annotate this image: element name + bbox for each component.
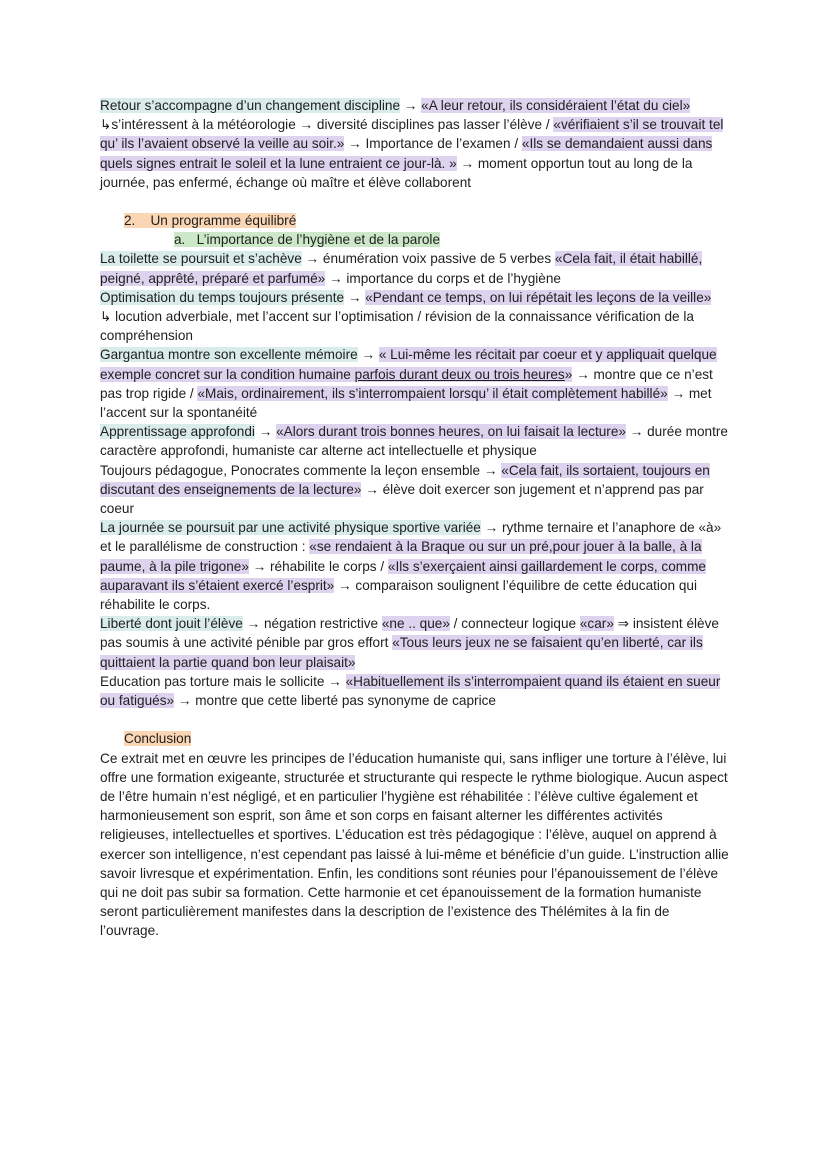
- section-heading: [124, 211, 732, 230]
- subsection-heading-text: a. L’importance de l’hygiène et de la parole: [174, 232, 441, 248]
- body-paragraph-liberte: [100, 614, 732, 672]
- quote-highlight: «vérifiaient s’il se trouvait tel qu’ ils l’avaient observé la veille au soir.»: [100, 117, 724, 152]
- conclusion-heading-text: Conclusion: [124, 731, 192, 747]
- quote-highlight: «Tous leurs jeux ne se faisaient qu’en liberté, car ils quittaient la partie quand bon leur plaisait»: [100, 635, 703, 670]
- intro-paragraph: [100, 96, 732, 192]
- body-paragraph-education: [100, 672, 732, 710]
- analysis-text: → comparaison soulignent l’équilibre de cette éducation qui réhabilite le corps.: [100, 577, 697, 613]
- analysis-text: → importance du corps et de l’hygiène: [325, 270, 561, 286]
- analysis-text: → met l’accent sur la spontanéité: [100, 385, 712, 421]
- quote-highlight: «Ils s’exerçaient ainsi gaillardement le corps, comme auparavant ils s’étaient exercé l’esprit»: [100, 558, 706, 593]
- analysis-text: → élève doit exercer son jugement et n’apprend pas par coeur: [100, 481, 704, 517]
- quote-highlight: «se rendaient à la Braque ou sur un pré,pour jouer à la balle, à la paume, à la pile trigone»: [100, 539, 702, 574]
- quote-highlight: «Ils se demandaient aussi dans quels signes entrait le soleil et la lune entraient ce jour-là. »: [100, 136, 713, 171]
- theme-highlight: Liberté dont jouit l’élève: [100, 616, 243, 632]
- body-paragraph-memoire: [100, 345, 732, 422]
- body-paragraph-optimisation: [100, 288, 732, 346]
- analysis-text: → durée montre caractère approfondi, humaniste car alterne act intellectuelle et physique: [100, 424, 728, 459]
- spacer: [100, 192, 732, 211]
- analysis-text: → Importance de l’examen /: [344, 136, 522, 152]
- analysis-text: → moment opportun tout au long de la journée, pas enfermé, échange où maître et élève collaborent: [100, 155, 693, 190]
- section-heading-text: 2. Un programme équilibré: [124, 213, 297, 229]
- quote-highlight: «Pendant ce temps, on lui répétait les leçons de la veille»: [365, 289, 712, 305]
- analysis-text: ⇒ insistent élève pas soumis à une activité pénible par gros effort: [100, 616, 719, 651]
- quote-highlight: «car»: [579, 616, 614, 632]
- body-paragraph-pedagogue: [100, 461, 732, 519]
- analysis-text: Education pas torture mais le sollicite →: [100, 673, 346, 689]
- analysis-text: / connecteur logique: [449, 616, 580, 632]
- analysis-text: → rythme ternaire et l’anaphore de «à» et le parallélisme de construction :: [100, 520, 722, 555]
- quote-highlight: «A leur retour, ils considéraient l’état du ciel»: [421, 98, 691, 113]
- theme-highlight: La toilette se poursuit et s’achève: [100, 251, 302, 267]
- analysis-text: → énumération voix passive de 5 verbes: [301, 251, 555, 267]
- theme-highlight: Gargantua montre son excellente mémoire: [100, 347, 358, 363]
- quote-highlight: «Alors durant trois bonnes heures, on lui faisait la lecture»: [276, 424, 626, 440]
- analysis-text: →: [357, 347, 379, 363]
- underlined-text: parfois durant deux ou trois heures: [354, 366, 565, 382]
- subsection-heading: [174, 230, 732, 249]
- quote-highlight: «Habituellement ils s’interrompaient quand ils étaient en sueur ou fatigués»: [100, 673, 721, 709]
- analysis-text: → montre que ce n’est pas trop rigide /: [100, 366, 713, 401]
- body-paragraph-apprentissage: [100, 422, 732, 460]
- arrow-text: →: [400, 98, 422, 113]
- theme-highlight: Apprentissage approfondi: [100, 424, 255, 440]
- quote-highlight: «Mais, ordinairement, ils s’interrompaient lorsqu’ il était complètement habillé»: [197, 385, 668, 401]
- body-paragraph-toilette: [100, 249, 732, 287]
- spacer: [100, 710, 732, 729]
- analysis-text: Toujours pédagogue, Ponocrates commente la leçon ensemble →: [100, 462, 502, 478]
- quote-highlight: «Cela fait, il était habillé, peigné, apprêté, préparé et parfumé»: [100, 251, 703, 286]
- theme-highlight: Retour s’accompagne d’un changement discipline: [100, 98, 400, 113]
- analysis-text: → négation restrictive: [242, 616, 382, 632]
- theme-highlight: La journée se poursuit par une activité physique sportive variée: [100, 520, 481, 536]
- theme-highlight: Optimisation du temps toujours présente: [100, 289, 345, 305]
- quote-text: »: [564, 366, 573, 382]
- analysis-text: →: [254, 424, 277, 440]
- analysis-text: →: [344, 289, 366, 305]
- quote-highlight: «ne .. que»: [381, 616, 450, 632]
- quote-highlight: «Cela fait, ils sortaient, toujours en discutant des enseignements de la lecture»: [100, 462, 710, 497]
- quote-text: « Lui-même les récitait par coeur et y appliquait quelque exemple concret sur la condition humaine: [100, 347, 717, 382]
- analysis-text: → réhabilite le corps /: [248, 558, 388, 574]
- conclusion-paragraph: Ce extrait met en œuvre les principes de l’éducation humaniste qui, sans infliger une torture à l’élève, lui offre une formation exigeante, structurée et structurante qui respecte le rythme biologique. Aucun aspect de l’être humain n’est négligé, et en particulier l’hygiène est réhabilitée : l’élève cultive également et harmonieusement son esprit, son âme et son corps en faisant alterner les différentes activités religieuses, intellectuelles et sportives. L’éducation est très pédagogique : l’élève, auquel on apprend à exercer son intelligence, n’est cependant pas laissé à lui-même et bénéficie d’un guide. L’instruction allie savoir livresque et expérimentation. Enfin, les conditions sont réunies pour l’épanouissement de l’élève qui ne doit pas subir sa formation. Cette harmonie et cet épanouissement de la formation humaniste seront particulièrement manifestes dans la description de l’existence des Thélémites à la fin de l’ouvrage.: [100, 750, 729, 939]
- analysis-text: → montre que cette liberté pas synonyme de caprice: [174, 693, 496, 709]
- body-paragraph-activite-physique: [100, 518, 732, 614]
- analysis-text: ↳s’intéressent à la météorologie → diversité disciplines pas lasser l’élève /: [100, 117, 554, 133]
- conclusion-heading: [124, 729, 732, 748]
- analysis-text: ↳ locution adverbiale, met l’accent sur l’optimisation / révision de la connaissance vérification de la compréhension: [100, 309, 694, 344]
